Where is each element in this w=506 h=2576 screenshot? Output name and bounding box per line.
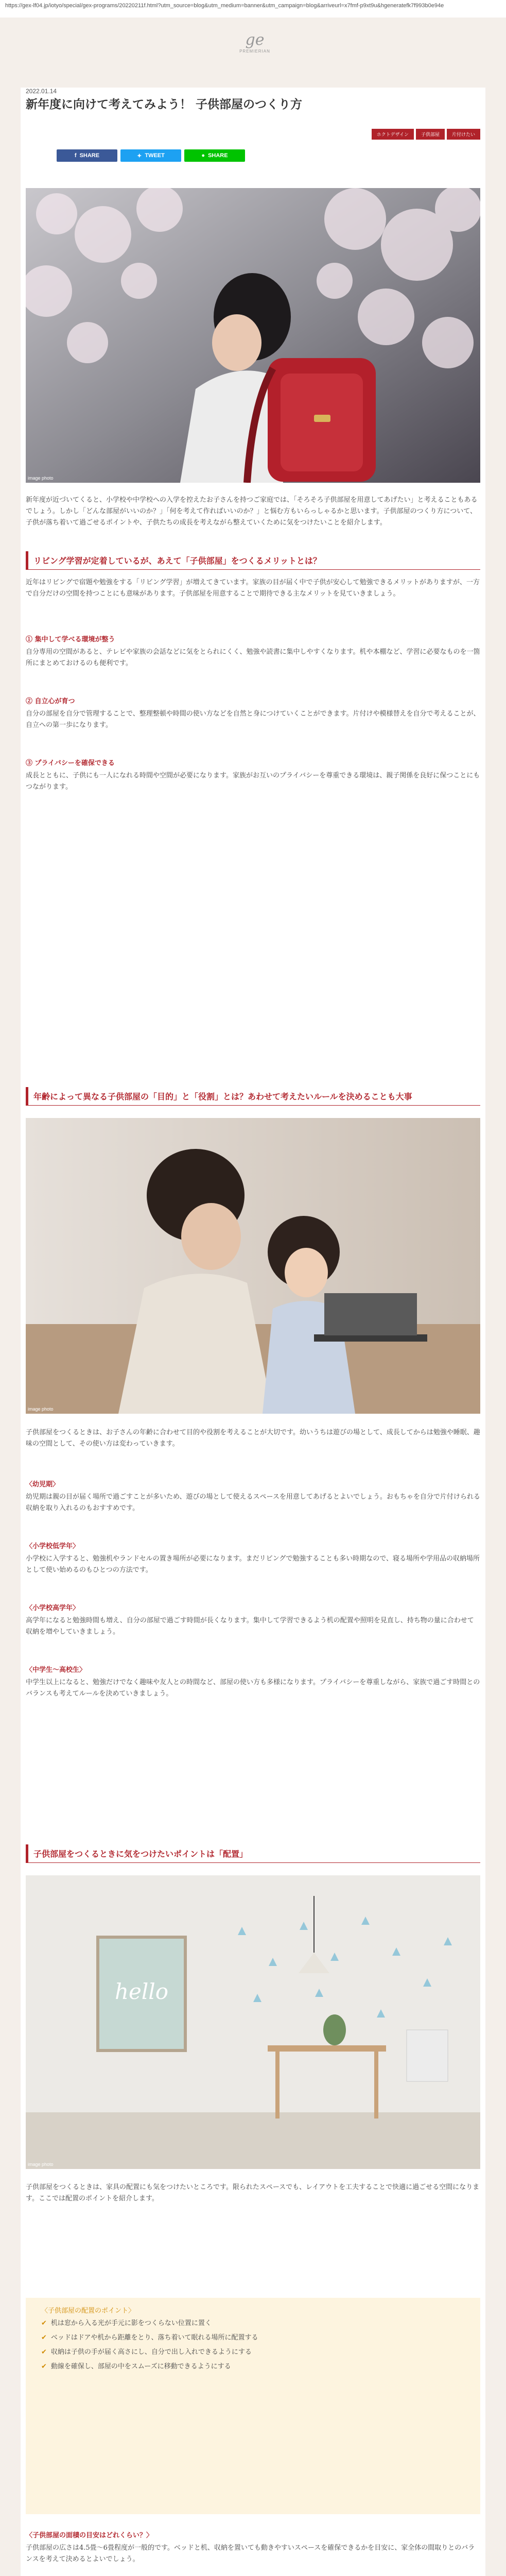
tip-item — [41, 2332, 465, 2344]
section-1-paragraph: 近年はリビングで宿題や勉強をする「リビング学習」が増えてきています。家族の目が届く中で子供が安心して勉強できるメリットがありますが、一方で自分だけの空間を持つことにも意味があります。子供部屋を用意することで期待できる主なメリットを見ていきましょう。 — [26, 579, 480, 598]
section-1-subheading-1: ① 集中して学べる環境が整う — [26, 636, 115, 643]
url-bar[interactable]: https://gex-lf04.jp/iotyo/special/gex-programs/20220211f.html?utm_source=blog&utm_medium=banner&utm_campaign=blog&arriveurl=x7fmf-p9xt9u&hgeneratefk7f993b0e94e — [0, 0, 506, 18]
tip-text: 収納は子供の手が届く高さにし、自分で出し入れできるようにする — [50, 2348, 252, 2356]
section-1-subtext-2: 自分の部屋を自分で管理することで、整理整頓や時間の使い方などを自然と身につけていくことができます。片付けや模様替えを自分で考えることが、自立への第一歩になります。 — [26, 710, 480, 729]
check-icon: ✔ — [41, 2348, 47, 2356]
tip-text: 動線を確保し、部屋の中をスムーズに移動できるようにする — [50, 2363, 231, 2370]
twitter-share-label: TWEET — [145, 152, 165, 159]
intro-paragraph: 新年度が近づいてくると、小学校や中学校への入学を控えたお子さんを持つご家庭では、「そろそろ子供部屋を用意してあげたい」と考えることもあるでしょう。しかし「どんな部屋がいいのか？」「何を考えて作ればいいのか？」と悩む方もいらっしゃるかと思います。子供部屋のつくり方について、子供が落ち着いて過ごせるポイントや、子供たちの成長を考えながら整えていくために気をつけたいことを紹介します。 — [26, 496, 478, 527]
section-2-subtext-4: 中学生以上になると、勉強だけでなく趣味や友人との時間など、部屋の使い方も多様になります。プライバシーを尊重しながら、家族で過ごす時間とのバランスも考えてルールを決めていきましょう。 — [26, 1679, 480, 1698]
section-1-subheading-3: ③ プライバシーを確保できる — [26, 759, 115, 767]
tip-item — [41, 2347, 465, 2358]
svg-text:hello: hello — [114, 1979, 169, 2004]
facebook-share-button[interactable] — [57, 149, 117, 162]
image-caption: image photo — [28, 476, 54, 481]
section-3-image-caption: image photo — [28, 2162, 54, 2167]
facebook-share-label: SHARE — [79, 152, 100, 159]
hero-photo — [26, 188, 480, 483]
tip-item — [41, 2318, 465, 2329]
section-3-photo-illustration — [26, 1875, 480, 2169]
tip-text: ベッドはドアや机から距離をとり、落ち着いて眠れる場所に配置する — [50, 2334, 258, 2342]
share-row-top — [57, 149, 245, 162]
section-3-paragraph: 子供部屋をつくるときは、家具の配置にも気をつけたいところです。限られたスペースでも、レイアウトを工夫することで快適に過ごせる空間になります。ここでは配置のポイントを紹介します。 — [26, 2183, 480, 2202]
tag-kids-room[interactable]: 子供部屋 — [416, 129, 445, 140]
section-1-subtext-3: 成長とともに、子供にも一人になれる時間や空間が必要になります。家族がお互いのプライバシーを尊重できる環境は、親子関係を良好に保つことにもつながります。 — [26, 772, 480, 791]
section-3-subtext: 子供部屋の広さは4.5畳〜6畳程度が一般的です。ベッドと机、収納を置いても動きやすいスペースを確保できるかを目安に、家全体の間取りとのバランスを考えて決めるとよいでしょう。 — [26, 2544, 475, 2563]
twitter-icon: ✦ — [137, 152, 142, 159]
site-logo[interactable] — [226, 31, 283, 54]
section-2-subtext-2: 小学校に入学すると、勉強机やランドセルの置き場所が必要になります。まだリビングで勉強することも多い時期なので、寝る場所や学用品の収納場所として使い始めるのもひとつの方法です。 — [26, 1555, 480, 1574]
tips-label: 〈子供部屋の配置のポイント〉 — [41, 2307, 135, 2315]
line-icon: ● — [201, 152, 205, 159]
section-2-photo-illustration — [26, 1118, 480, 1414]
tag-hokuto-design[interactable]: ホクトデザイン — [372, 129, 414, 140]
section-1-subheading-2: ② 自立心が育つ — [26, 698, 75, 705]
tag-list-top — [372, 129, 480, 140]
facebook-icon: f — [74, 152, 77, 159]
section-2-subheading-3: 〈小学校高学年〉 — [26, 1604, 80, 1612]
tag-tidy-up[interactable]: 片付けたい — [447, 129, 480, 140]
section-heading-1: リビング学習が定着しているが、あえて「子供部屋」をつくるメリットとは？ — [26, 551, 480, 570]
line-share-button[interactable] — [184, 149, 245, 162]
section-2-subtext-1: 幼児期は親の目が届く場所で過ごすことが多いため、遊びの場として使えるスペースを用意してあげるとよいでしょう。おもちゃを自分で片付けられる収納を取り入れるのもおすすめです。 — [26, 1493, 480, 1512]
hero-photo-illustration — [26, 188, 480, 483]
section-2-photo — [26, 1118, 480, 1414]
tip-text: 机は窓から入る光が手元に影をつくらない位置に置く — [50, 2319, 212, 2327]
section-2-paragraph: 子供部屋をつくるときは、お子さんの年齢に合わせて目的や役割を考えることが大切です。幼いうちは遊びの場として、成長してからは勉強や睡眠、趣味の空間として、その使い方は変わっていきます。 — [26, 1429, 480, 1448]
tip-item — [41, 2361, 465, 2372]
page-title: 新年度に向けて考えてみよう！ 子供部屋のつくり方 — [26, 97, 303, 111]
article — [21, 88, 485, 2576]
logo-mark: ge — [245, 31, 265, 49]
section-3-subheading: 〈子供部屋の面積の目安はどれくらい？〉 — [26, 2532, 153, 2539]
check-icon: ✔ — [41, 2334, 47, 2342]
check-icon: ✔ — [41, 2319, 47, 2327]
section-2-image-caption: image photo — [28, 1406, 54, 1412]
section-heading-3: 子供部屋をつくるときに気をつけたいポイントは「配置」 — [26, 1844, 480, 1863]
section-2-subheading-1: 〈幼児期〉 — [26, 1481, 60, 1488]
section-3-photo — [26, 1875, 480, 2169]
section-2-subheading-4: 〈中学生〜高校生〉 — [26, 1666, 86, 1674]
twitter-share-button[interactable] — [120, 149, 181, 162]
layout-tips-box — [26, 2298, 480, 2514]
article-date: 2022.01.14 — [26, 88, 57, 95]
section-2-subtext-3: 高学年になると勉強時間も増え、自分の部屋で過ごす時間が長くなります。集中して学習できるよう机の配置や照明を見直し、持ち物の量に合わせて収納を増やしていきましょう。 — [26, 1617, 474, 1636]
section-1-subtext-1: 自分専用の空間があると、テレビや家族の会話などに気をとられにくく、勉強や読書に集中しやすくなります。机や本棚など、学習に必要なものを一箇所にまとめておけるのも便利です。 — [26, 648, 480, 667]
line-share-label: SHARE — [208, 152, 228, 159]
section-2-subheading-2: 〈小学校低学年〉 — [26, 1543, 80, 1550]
logo-subtitle: PREMIERIAN — [239, 49, 270, 54]
section-heading-2: 年齢によって異なる子供部屋の「目的」と「役割」とは？あわせて考えたいルールを決めることも大事 — [26, 1087, 480, 1106]
check-icon: ✔ — [41, 2363, 47, 2370]
